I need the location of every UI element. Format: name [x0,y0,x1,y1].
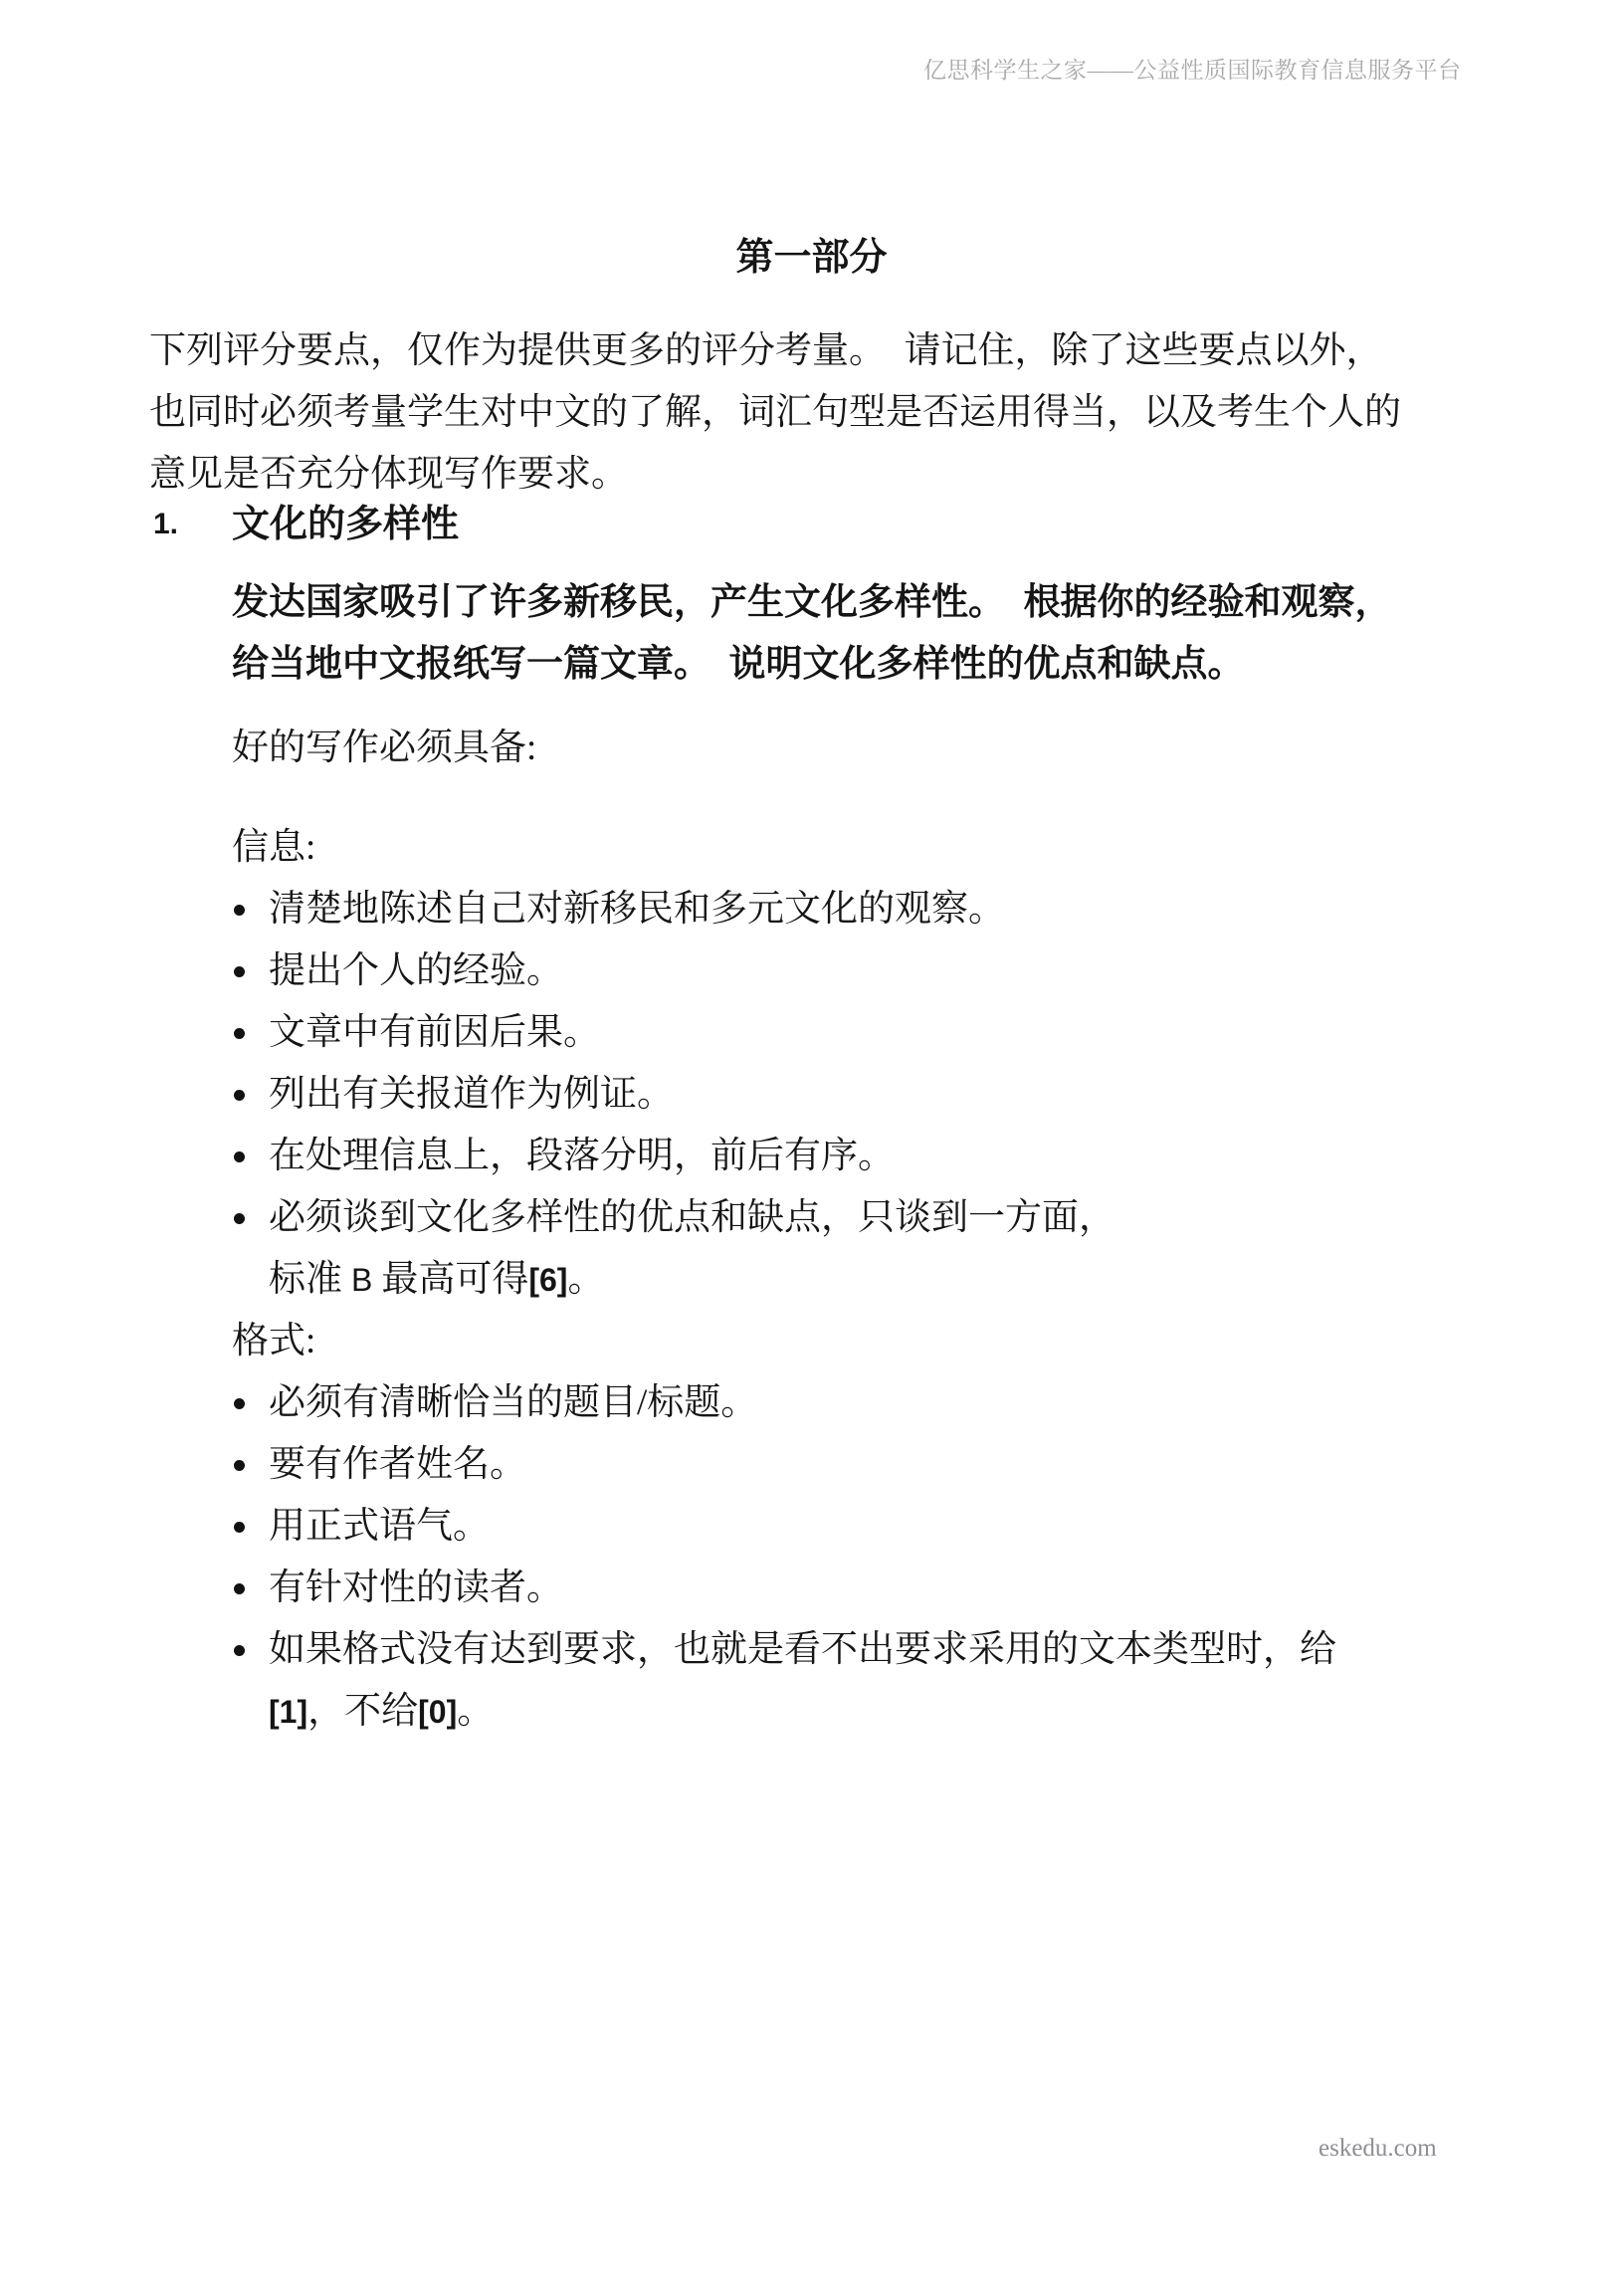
list-item-text: 列出有关报道作为例证。 [269,1074,674,1115]
page-footer-text: eskedu.com [1319,2135,1437,2162]
text-segment: 最高可得 [381,1259,529,1300]
bullet-icon [234,1583,245,1594]
list-item [232,879,1474,940]
text-segment: 标准 [269,1259,342,1300]
list-item-text: 必须有清晰恰当的题目/标题。 [269,1382,758,1423]
info-group-label: 信息: [232,827,316,868]
prompt-line: 发达国家吸引了许多新移民，产生文化多样性。 根据你的经验和观察， [232,582,1392,623]
intro-line: 意见是否充分体现写作要求。 [149,454,628,495]
list-item [232,1558,1474,1619]
list-item-line: 必须谈到文化多样性的优点和缺点，只谈到一方面， [269,1197,1116,1238]
document-body [149,227,1474,1743]
score-badge: [6] [528,1262,568,1298]
format-bullet-list [232,1372,1474,1743]
list-item-text: 要有作者姓名。 [269,1444,526,1485]
info-bullet-list [232,879,1474,1311]
list-item-line [269,1681,1474,1743]
text-segment: 。 [457,1691,495,1732]
list-item-line: 如果格式没有达到要求，也就是看不出要求采用的文本类型时，给 [269,1629,1336,1670]
format-group-label: 格式: [232,1321,316,1361]
list-item [232,1619,1474,1743]
score-badge: [0] [418,1694,458,1730]
list-item-text: 文章中有前因后果。 [269,1012,600,1053]
list-item-text: 提出个人的经验。 [269,950,563,991]
bullet-icon [234,1213,245,1224]
page-title: 第一部分 [735,237,888,279]
criterion-letter: B [351,1262,373,1298]
list-item [232,1126,1474,1187]
text-segment: 。 [567,1259,605,1300]
task-prompt [232,572,1474,696]
list-item [232,940,1474,1002]
intro-line: 下列评分要点，仅作为提供更多的评分考量。 请记住，除了这些要点以外， [149,330,1383,371]
criteria-intro: 好的写作必须具备: [232,728,537,768]
intro-paragraph [149,320,1474,506]
list-item-text: 有针对性的读者。 [269,1567,563,1608]
bullet-icon [234,1522,245,1533]
bullet-icon [234,1460,245,1471]
section-heading-row [149,494,1474,555]
score-badge: [1] [269,1694,308,1730]
list-item-text: 在处理信息上，段落分明，前后有序。 [269,1136,895,1176]
page-header-text: 亿思科学生之家——公益性质国际教育信息服务平台 [923,58,1462,83]
prompt-line: 给当地中文报纸写一篇文章。 说明文化多样性的优点和缺点。 [232,644,1245,685]
bullet-icon [234,1645,245,1656]
section-heading: 文化的多样性 [232,504,460,545]
bullet-icon [234,905,245,916]
section-number: 1. [153,508,179,540]
bullet-icon [234,1090,245,1101]
list-item-line [269,1249,1474,1311]
text-segment: ，不给 [307,1691,419,1732]
intro-line: 也同时必须考量学生对中文的了解，词汇句型是否运用得当，以及考生个人的 [149,392,1401,433]
list-item [232,1187,1474,1311]
bullet-icon [234,1151,245,1162]
list-item-text: 用正式语气。 [269,1506,490,1547]
bullet-icon [234,1398,245,1409]
bullet-icon [234,1028,245,1039]
list-item [232,1372,1474,1434]
list-item [232,1434,1474,1496]
list-item [232,1002,1474,1064]
list-item [232,1496,1474,1558]
list-item [232,1064,1474,1126]
bullet-icon [234,966,245,977]
list-item-text: 清楚地陈述自己对新移民和多元文化的观察。 [269,889,1005,930]
